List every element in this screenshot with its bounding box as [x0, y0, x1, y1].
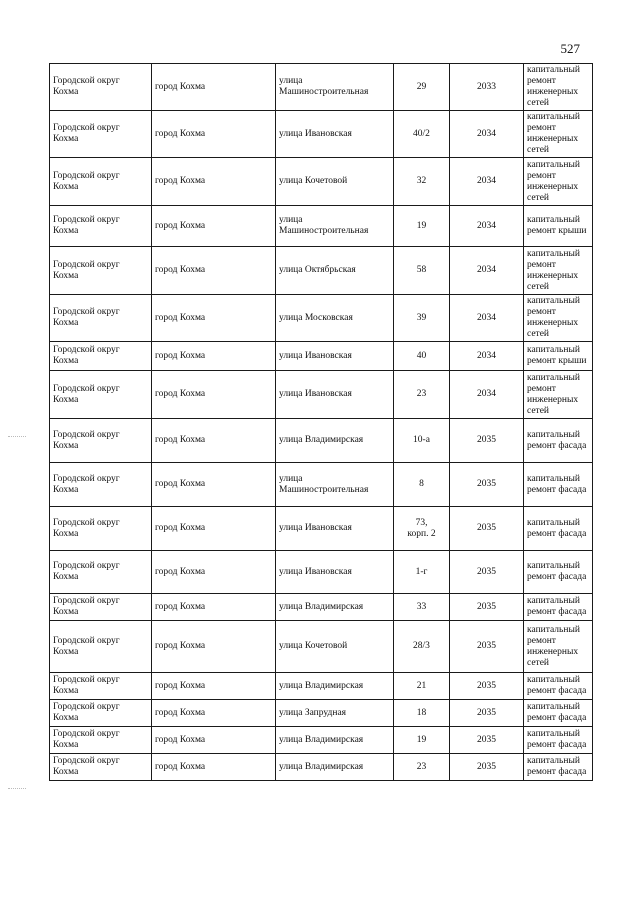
work-type-cell — [524, 507, 593, 551]
house-number-cell — [394, 206, 450, 247]
planned-year-cell: 2035 — [450, 463, 524, 507]
district-cell — [50, 673, 152, 700]
work-type-cell — [524, 371, 593, 419]
house-number-cell — [394, 463, 450, 507]
district-cell — [50, 206, 152, 247]
table-row — [50, 295, 593, 342]
cell-line: капитальный — [527, 65, 580, 75]
city-cell: город Кохма — [152, 551, 276, 594]
cell-line: ремонт крыши — [527, 356, 587, 366]
cell-line: Кохма — [53, 181, 79, 192]
cell-line: 19 — [416, 734, 427, 745]
cell-line: капитальный — [527, 596, 580, 606]
cell-line: инженерных — [527, 394, 579, 405]
street-cell — [276, 727, 394, 754]
street-cell — [276, 158, 394, 206]
cell-line: Городской округ — [53, 170, 120, 181]
cell-line: 18 — [416, 707, 427, 718]
cell-line: капитальный — [527, 248, 580, 259]
planned-year-cell: 2035 — [450, 727, 524, 754]
cell-line: улица Ивановская — [279, 350, 352, 361]
cell-line: 32 — [416, 176, 427, 186]
cell-line: капитальный — [527, 429, 580, 440]
cell-line: 39 — [416, 312, 427, 323]
city-cell: город Кохма — [152, 295, 276, 342]
planned-year-cell: 2034 — [450, 206, 524, 247]
cell-line: 10-а — [413, 435, 430, 445]
table-row — [50, 64, 593, 111]
cell-line: ремонт — [527, 635, 556, 646]
district-cell — [50, 371, 152, 419]
cell-line: улица Запрудная — [279, 707, 347, 718]
city-cell: город Кохма — [152, 64, 276, 111]
work-type-cell — [524, 295, 593, 342]
cell-line: ремонт фасада — [527, 767, 587, 777]
table-row — [50, 463, 593, 507]
cell-line: Кохма — [53, 270, 79, 281]
cell-line: ремонт — [527, 76, 556, 86]
house-number-cell — [394, 727, 450, 754]
street-cell — [276, 295, 394, 342]
city-cell: город Кохма — [152, 463, 276, 507]
cell-line: сетей — [527, 98, 550, 108]
cell-line: Городской округ — [53, 756, 120, 766]
district-cell — [50, 111, 152, 158]
cell-line: Машиностроительная — [279, 87, 369, 97]
table-row — [50, 111, 593, 158]
cell-line: инженерных — [527, 318, 579, 328]
cell-line: Кохма — [53, 440, 79, 451]
cell-line: 40 — [416, 350, 427, 361]
work-type-cell — [524, 673, 593, 700]
cell-line: Кохма — [53, 713, 79, 723]
cell-line: Городской округ — [53, 561, 120, 571]
house-number-cell — [394, 295, 450, 342]
table-body — [50, 64, 593, 781]
cell-line: Кохма — [53, 686, 79, 696]
planned-year-cell: 2035 — [450, 754, 524, 781]
city-cell: город Кохма — [152, 594, 276, 621]
cell-line: капитальный — [527, 473, 580, 484]
cell-line: капитальный — [527, 296, 580, 306]
cell-line: Кохма — [53, 740, 79, 750]
work-type-cell — [524, 594, 593, 621]
cell-line: капитальный — [527, 756, 580, 766]
cell-line: улица Октябрьская — [279, 265, 356, 275]
district-cell — [50, 64, 152, 111]
street-cell — [276, 206, 394, 247]
table-row — [50, 700, 593, 727]
cell-line: улица Ивановская — [279, 566, 352, 577]
cell-line: ремонт — [527, 123, 556, 133]
table-row — [50, 621, 593, 673]
house-number-cell — [394, 419, 450, 463]
street-cell — [276, 754, 394, 781]
cell-line: Кохма — [53, 646, 79, 657]
cell-line: 40/2 — [413, 128, 430, 139]
city-cell: город Кохма — [152, 621, 276, 673]
work-type-cell — [524, 463, 593, 507]
planned-year-cell: 2033 — [450, 64, 524, 111]
district-cell — [50, 594, 152, 621]
table-row — [50, 507, 593, 551]
planned-year-cell: 2035 — [450, 551, 524, 594]
district-cell — [50, 295, 152, 342]
house-number-cell — [394, 507, 450, 551]
table-row — [50, 673, 593, 700]
work-type-cell — [524, 158, 593, 206]
cell-line: капитальный — [527, 345, 580, 355]
table-row — [50, 206, 593, 247]
cell-line: улица Владимирская — [279, 601, 364, 612]
cell-line: улица Владимирская — [279, 435, 364, 445]
house-number-cell — [394, 551, 450, 594]
cell-line: ремонт фасада — [527, 607, 587, 617]
street-cell — [276, 111, 394, 158]
city-cell: город Кохма — [152, 247, 276, 295]
cell-line: 19 — [416, 220, 427, 231]
cell-line: улица Кочетовой — [279, 641, 348, 651]
city-cell: город Кохма — [152, 419, 276, 463]
cell-line: капитальный — [527, 215, 580, 225]
house-number-cell — [394, 594, 450, 621]
street-cell — [276, 64, 394, 111]
cell-line: Кохма — [53, 484, 79, 495]
page-number: 527 — [560, 41, 580, 56]
district-cell — [50, 158, 152, 206]
cell-line: Городской округ — [53, 517, 120, 528]
table-row — [50, 754, 593, 781]
street-cell — [276, 342, 394, 371]
table-row — [50, 342, 593, 371]
cell-line: ремонт — [527, 383, 556, 394]
cell-line: ремонт фасада — [527, 484, 587, 495]
cell-line: инженерных — [527, 181, 579, 192]
house-number-cell — [394, 247, 450, 295]
district-cell — [50, 621, 152, 673]
scan-margin-mark — [8, 788, 26, 790]
cell-line: ремонт фасада — [527, 440, 587, 451]
district-cell — [50, 727, 152, 754]
work-type-cell — [524, 727, 593, 754]
district-cell — [50, 463, 152, 507]
street-cell — [276, 551, 394, 594]
planned-year-cell: 2035 — [450, 700, 524, 727]
planned-year-cell: 2034 — [450, 371, 524, 419]
city-cell: город Кохма — [152, 727, 276, 754]
cell-line: капитальный — [527, 624, 580, 635]
cell-line: капитальный — [527, 729, 580, 739]
cell-line: ремонт фасада — [527, 528, 587, 539]
cell-line: Городской округ — [53, 635, 120, 646]
planned-year-cell: 2035 — [450, 419, 524, 463]
cell-line: 23 — [416, 389, 427, 399]
street-cell — [276, 463, 394, 507]
work-type-cell — [524, 206, 593, 247]
city-cell: город Кохма — [152, 111, 276, 158]
city-cell: город Кохма — [152, 158, 276, 206]
street-cell — [276, 700, 394, 727]
cell-line: Городской округ — [53, 675, 120, 685]
cell-line: улица — [279, 473, 303, 484]
cell-line: корп. 2 — [407, 528, 436, 539]
cell-line: улица Московская — [279, 312, 353, 323]
street-cell — [276, 507, 394, 551]
cell-line: ремонт фасада — [527, 713, 587, 723]
cell-line: сетей — [527, 405, 550, 416]
table-row — [50, 551, 593, 594]
cell-line: Городской округ — [53, 596, 120, 606]
cell-line: Кохма — [53, 767, 79, 777]
city-cell: город Кохма — [152, 754, 276, 781]
cell-line: Городской округ — [53, 307, 120, 317]
street-cell — [276, 419, 394, 463]
cell-line: капитальный — [527, 517, 580, 528]
cell-line: улица — [279, 76, 303, 86]
district-cell — [50, 551, 152, 594]
planned-year-cell: 2034 — [450, 111, 524, 158]
cell-line: ремонт фасада — [527, 686, 587, 696]
cell-line: улица Кочетовой — [279, 176, 348, 186]
street-cell — [276, 247, 394, 295]
work-type-cell — [524, 247, 593, 295]
cell-line: улица Ивановская — [279, 128, 352, 139]
street-cell — [276, 594, 394, 621]
house-number-cell — [394, 342, 450, 371]
cell-line: Кохма — [53, 87, 79, 97]
cell-line: Городской округ — [53, 345, 120, 355]
work-type-cell — [524, 342, 593, 371]
city-cell: город Кохма — [152, 700, 276, 727]
cell-line: Кохма — [53, 226, 79, 236]
cell-line: Кохма — [53, 394, 79, 405]
planned-year-cell: 2034 — [450, 247, 524, 295]
work-type-cell — [524, 551, 593, 594]
planned-year-cell: 2034 — [450, 158, 524, 206]
house-number-cell — [394, 64, 450, 111]
city-cell: город Кохма — [152, 673, 276, 700]
cell-line: сетей — [527, 281, 550, 292]
planned-year-cell: 2035 — [450, 673, 524, 700]
house-number-cell — [394, 700, 450, 727]
city-cell: город Кохма — [152, 507, 276, 551]
district-cell — [50, 754, 152, 781]
cell-line: капитальный — [527, 675, 580, 685]
cell-line: ремонт крыши — [527, 226, 587, 236]
work-type-cell — [524, 700, 593, 727]
cell-line: капитальный — [527, 561, 580, 571]
cell-line: Кохма — [53, 607, 79, 617]
cell-line: Кохма — [53, 134, 79, 144]
cell-line: ремонт фасада — [527, 740, 587, 750]
cell-line: Кохма — [53, 356, 79, 366]
cell-line: Городской округ — [53, 429, 120, 440]
house-number-cell — [394, 754, 450, 781]
cell-line: сетей — [527, 192, 550, 203]
cell-line: улица Ивановская — [279, 389, 352, 399]
work-type-cell — [524, 754, 593, 781]
cell-line: ремонт фасада — [527, 572, 587, 582]
district-cell — [50, 700, 152, 727]
work-type-cell — [524, 419, 593, 463]
cell-line: 29 — [416, 81, 427, 92]
house-number-cell — [394, 111, 450, 158]
city-cell: город Кохма — [152, 342, 276, 371]
cell-line: Кохма — [53, 528, 79, 539]
planned-year-cell: 2034 — [450, 342, 524, 371]
cell-line: Машиностроительная — [279, 484, 369, 495]
cell-line: сетей — [527, 329, 550, 339]
cell-line: улица Ивановская — [279, 523, 352, 533]
cell-line: 23 — [416, 761, 427, 772]
cell-line: инженерных — [527, 134, 579, 144]
cell-line: улица Владимирская — [279, 734, 364, 745]
planned-year-cell: 2035 — [450, 594, 524, 621]
cell-line: 21 — [416, 680, 427, 691]
street-cell — [276, 621, 394, 673]
cell-line: улица Владимирская — [279, 761, 364, 772]
cell-line: сетей — [527, 657, 550, 668]
district-cell — [50, 507, 152, 551]
house-number-cell — [394, 158, 450, 206]
cell-line: Городской округ — [53, 123, 120, 133]
cell-line: Городской округ — [53, 383, 120, 394]
cell-line: инженерных — [527, 270, 579, 281]
district-cell — [50, 342, 152, 371]
cell-line: Кохма — [53, 572, 79, 582]
planned-year-cell: 2035 — [450, 621, 524, 673]
cell-line: ремонт — [527, 170, 556, 181]
cell-line: сетей — [527, 145, 550, 155]
house-number-cell — [394, 371, 450, 419]
cell-line: Городской округ — [53, 215, 120, 225]
table-row — [50, 419, 593, 463]
street-cell — [276, 673, 394, 700]
house-number-cell — [394, 673, 450, 700]
cell-line: инженерных — [527, 87, 579, 97]
cell-line: Городской округ — [53, 259, 120, 270]
cell-line: улица — [279, 215, 303, 225]
cell-line: ремонт — [527, 307, 556, 317]
cell-line: 28/3 — [413, 641, 430, 651]
cell-line: Городской округ — [53, 702, 120, 712]
house-number-cell — [394, 621, 450, 673]
scan-margin-mark — [8, 436, 26, 438]
district-cell — [50, 247, 152, 295]
work-type-cell — [524, 111, 593, 158]
cell-line: инженерных — [527, 646, 579, 657]
planned-year-cell: 2035 — [450, 507, 524, 551]
table-row — [50, 594, 593, 621]
table-row — [50, 727, 593, 754]
cell-line: Машиностроительная — [279, 226, 369, 236]
city-cell: город Кохма — [152, 371, 276, 419]
work-type-cell — [524, 621, 593, 673]
cell-line: капитальный — [527, 112, 580, 122]
cell-line: Городской округ — [53, 729, 120, 739]
capital-repair-table — [49, 63, 593, 781]
cell-line: капитальный — [527, 159, 580, 170]
cell-line: Городской округ — [53, 76, 120, 86]
district-cell — [50, 419, 152, 463]
cell-line: 1-г — [415, 566, 428, 577]
cell-line: 73, — [415, 517, 428, 528]
cell-line: 58 — [416, 265, 427, 275]
cell-line: Кохма — [53, 318, 79, 328]
table-row — [50, 371, 593, 419]
street-cell — [276, 371, 394, 419]
cell-line: Городской округ — [53, 473, 120, 484]
table-row — [50, 247, 593, 295]
cell-line: 33 — [416, 601, 427, 612]
cell-line: улица Владимирская — [279, 680, 364, 691]
cell-line: капитальный — [527, 702, 580, 712]
table-row — [50, 158, 593, 206]
cell-line: 8 — [419, 479, 424, 489]
cell-line: капитальный — [527, 372, 580, 383]
cell-line: ремонт — [527, 259, 556, 270]
work-type-cell — [524, 64, 593, 111]
planned-year-cell: 2034 — [450, 295, 524, 342]
city-cell: город Кохма — [152, 206, 276, 247]
